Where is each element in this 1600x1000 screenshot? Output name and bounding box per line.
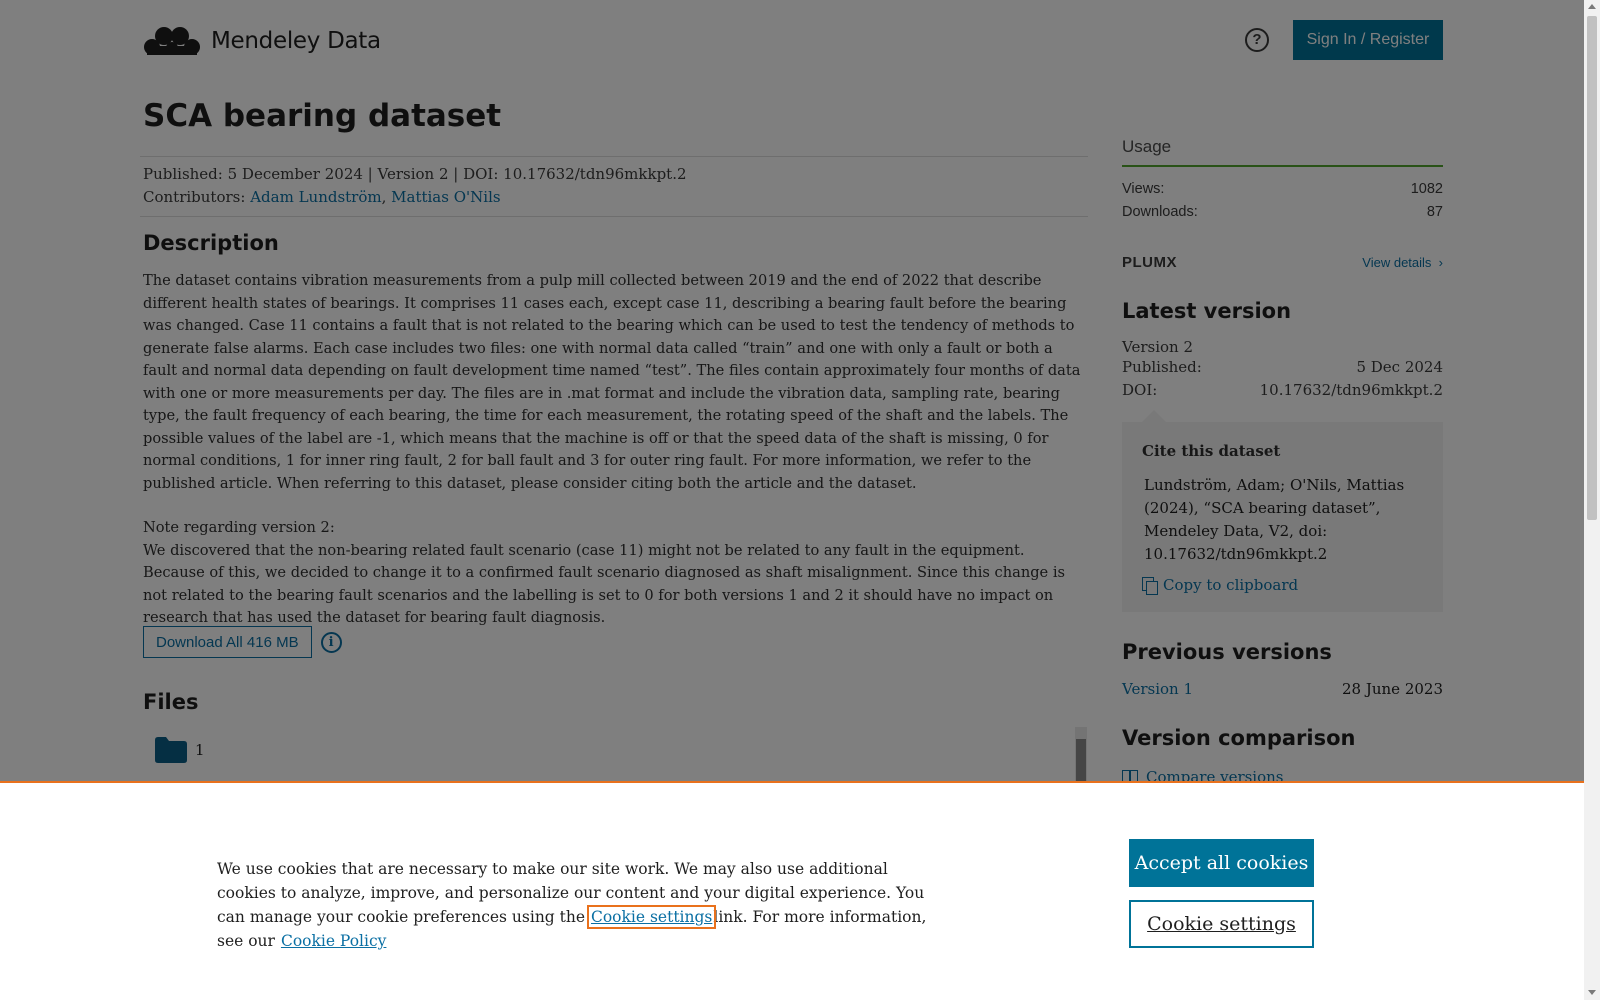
cookie-policy-link[interactable]: Cookie Policy <box>280 932 387 950</box>
scroll-down-arrow-icon[interactable] <box>1588 990 1596 995</box>
page-scrollbar[interactable] <box>1584 0 1600 1000</box>
cookie-text-after: link. For more information, see our <box>217 908 927 950</box>
cookie-settings-button[interactable]: Cookie settings <box>1129 900 1314 948</box>
cookie-settings-link[interactable]: Cookie settings <box>590 908 713 926</box>
scroll-up-arrow-icon[interactable] <box>1588 4 1596 9</box>
cookie-text-before: We use cookies that are necessary to make our site work. We may also use additional cookies to analyze, improve, and personalize our content and your digital experience. You can manage your cookie preferences using the <box>217 860 925 926</box>
cookie-banner <box>0 781 1584 1000</box>
accept-all-cookies-button[interactable]: Accept all cookies <box>1129 839 1314 887</box>
cookie-text <box>217 857 927 953</box>
page-scrollbar-thumb[interactable] <box>1587 16 1597 520</box>
